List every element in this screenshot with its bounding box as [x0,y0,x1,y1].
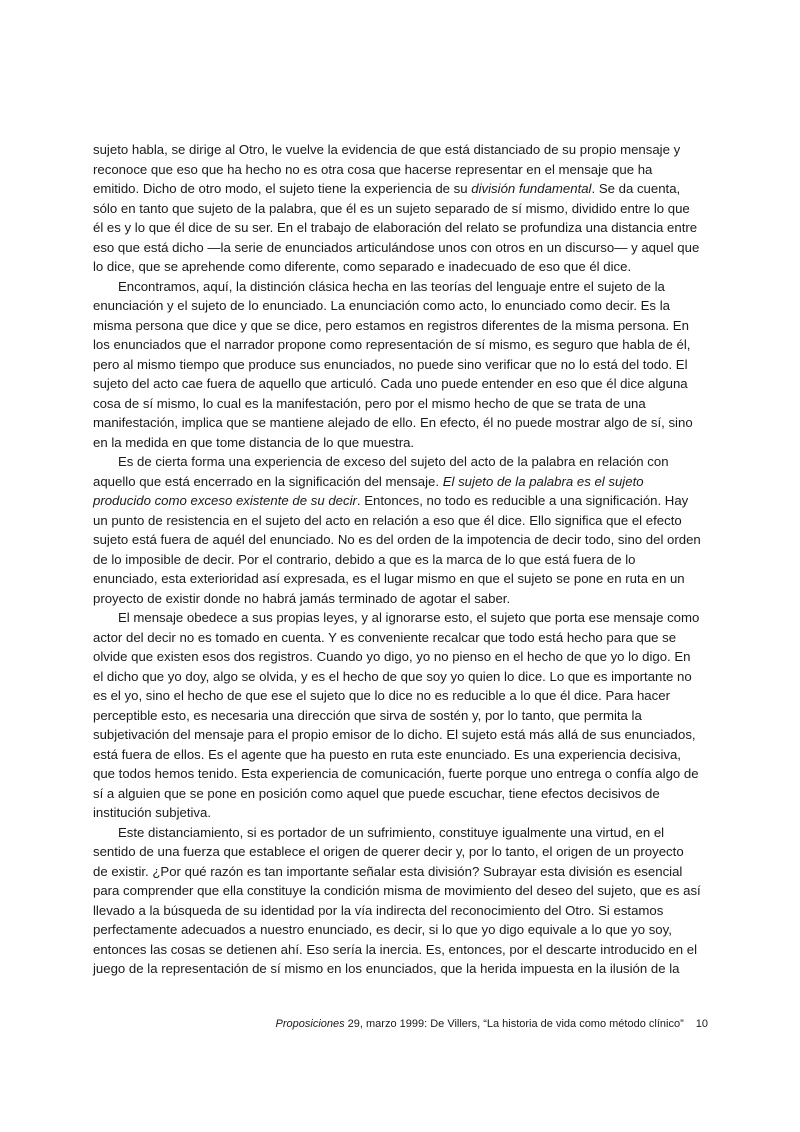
text-run: sujeto habla, se dirige al Otro, le vuelve la evidencia de que está distanciado de su propio mensaje y reconoce que eso que ha hecho no es otra cosa que hacerse representar en el mensaje que ha emitido. Dicho de otro modo, el sujeto tiene la experiencia de su [93,142,681,196]
paragraph-p1 [93,140,701,277]
page-footer [276,1017,708,1031]
page-number: 10 [695,1018,708,1030]
paragraph-p4 [93,608,701,823]
text-run: Encontramos, aquí, la distinción clásica hecha en las teorías del lenguaje entre el sujeto de la enunciación y el sujeto de lo enunciado. La enunciación como acto, lo enunciado como decir. Es la misma persona que dice y que se dice, pero estamos en registros diferentes de la misma persona. En los enunciados que el narrador propone como representación de sí mismo, es seguro que habla de él, pero al mismo tiempo que produce sus enunciados, no puede sino verificar que no lo está del todo. El sujeto del acto cae fuera de aquello que articuló. Cada uno puede entender en eso que él dice alguna cosa de sí mismo, lo cual es la manifestación, pero por el mismo hecho de que se trata de una manifestación, implica que se mantiene alejado de ello. En efecto, él no puede mostrar algo de sí, sino en la medida en que tome distancia de lo que muestra. [93,278,693,450]
text-run: . Entonces, no todo es reducible a una significación. Hay un punto de resistencia en el sujeto del acto en relación a eso que él dice. Ello significa que el efecto sujeto está fuera de aquél del enunciado. No es del orden de la impotencia de decir todo, sino del orden de lo imposible de decir. Por el contrario, debido a que es la marca de lo que está fuera de lo enunciado, esta exterioridad así expresada, es el lugar mismo en que el sujeto se pone en ruta en un proyecto de existir donde no habrá jamás terminado de agotar el saber. [93,493,701,606]
body-text [93,140,701,979]
footer-citation: 29, marzo 1999: De Villers, “La historia de vida como método clínico” [344,1018,684,1030]
paragraph-p2 [93,277,701,453]
text-run: Este distanciamiento, si es portador de un sufrimiento, constituye igualmente una virtud, en el sentido de una fuerza que establece el origen de querer decir y, por lo tanto, el origen de un proyecto de existir. ¿Por qué razón es tan importante señalar esta división? Subrayar esta división es esencial para comprender que ella constituye la condición misma de movimiento del deseo del sujeto, que es así llevado a la búsqueda de su identidad por la vía indirecta del reconocimiento del Otro. Si estamos perfectamente adecuados a nuestro enunciado, es decir, si lo que yo digo equivale a lo que yo soy, entonces las cosas se detienen ahí. Eso sería la inercia. Es, entonces, por el descarte introducido en el juego de la representación de sí mismo en los enunciados, que la herida impuesta en la ilusión de la [93,824,701,976]
italic-phrase: división fundamental [471,181,592,196]
text-run: El mensaje obedece a sus propias leyes, y al ignorarse esto, el sujeto que porta ese mensaje como actor del decir no es tomado en cuenta. Y es conveniente recalcar que todo está hecho para que se olvide que existen esos dos registros. Cuando yo digo, yo no pienso en el hecho de que yo lo digo. En el dicho que yo doy, algo se olvida, y es el hecho de que soy yo quien lo dice. Lo que es importante no es el yo, sino el hecho de que ese el sujeto que lo dice no es reducible a lo que él dice. Para hacer perceptible esto, es necesaria una dirección que sirva de sostén y, por lo tanto, que permita la subjetivación del mensaje para el propio emisor de lo dicho. El sujeto está más allá de sus enunciados, está fuera de ellos. Es el agente que ha puesto en ruta este enunciado. Es una experiencia decisiva, que todos hemos tenido. Esta experiencia de comunicación, fuerte porque uno entrega o confía algo de sí a alguien que se pone en posición como aquel que puede escuchar, tiene efectos decisivos de institución subjetiva. [93,610,700,820]
paragraph-p5 [93,823,701,979]
text-run: Es de cierta forma una experiencia de exceso del sujeto del acto de la palabra en relación con aquello que está encerrado en la significación del mensaje. [93,454,669,489]
text-run: . Se da cuenta, sólo en tanto que sujeto de la palabra, que él es un sujeto separado de sí mismo, dividido entre lo que él es y lo que él dice de su ser. En el trabajo de elaboración del relato se profundiza una distancia entre eso que está dicho —la serie de enunciados articulándose unos con otros en un discurso— y aquel que lo dice, que se aprehende como diferente, como separado e inadecuado de eso que él dice. [93,181,700,274]
paragraph-p3 [93,452,701,608]
footer-journal-title: Proposiciones [275,1018,345,1030]
italic-phrase: El sujeto de la palabra es el sujeto producido como exceso existente de su decir [93,473,644,508]
